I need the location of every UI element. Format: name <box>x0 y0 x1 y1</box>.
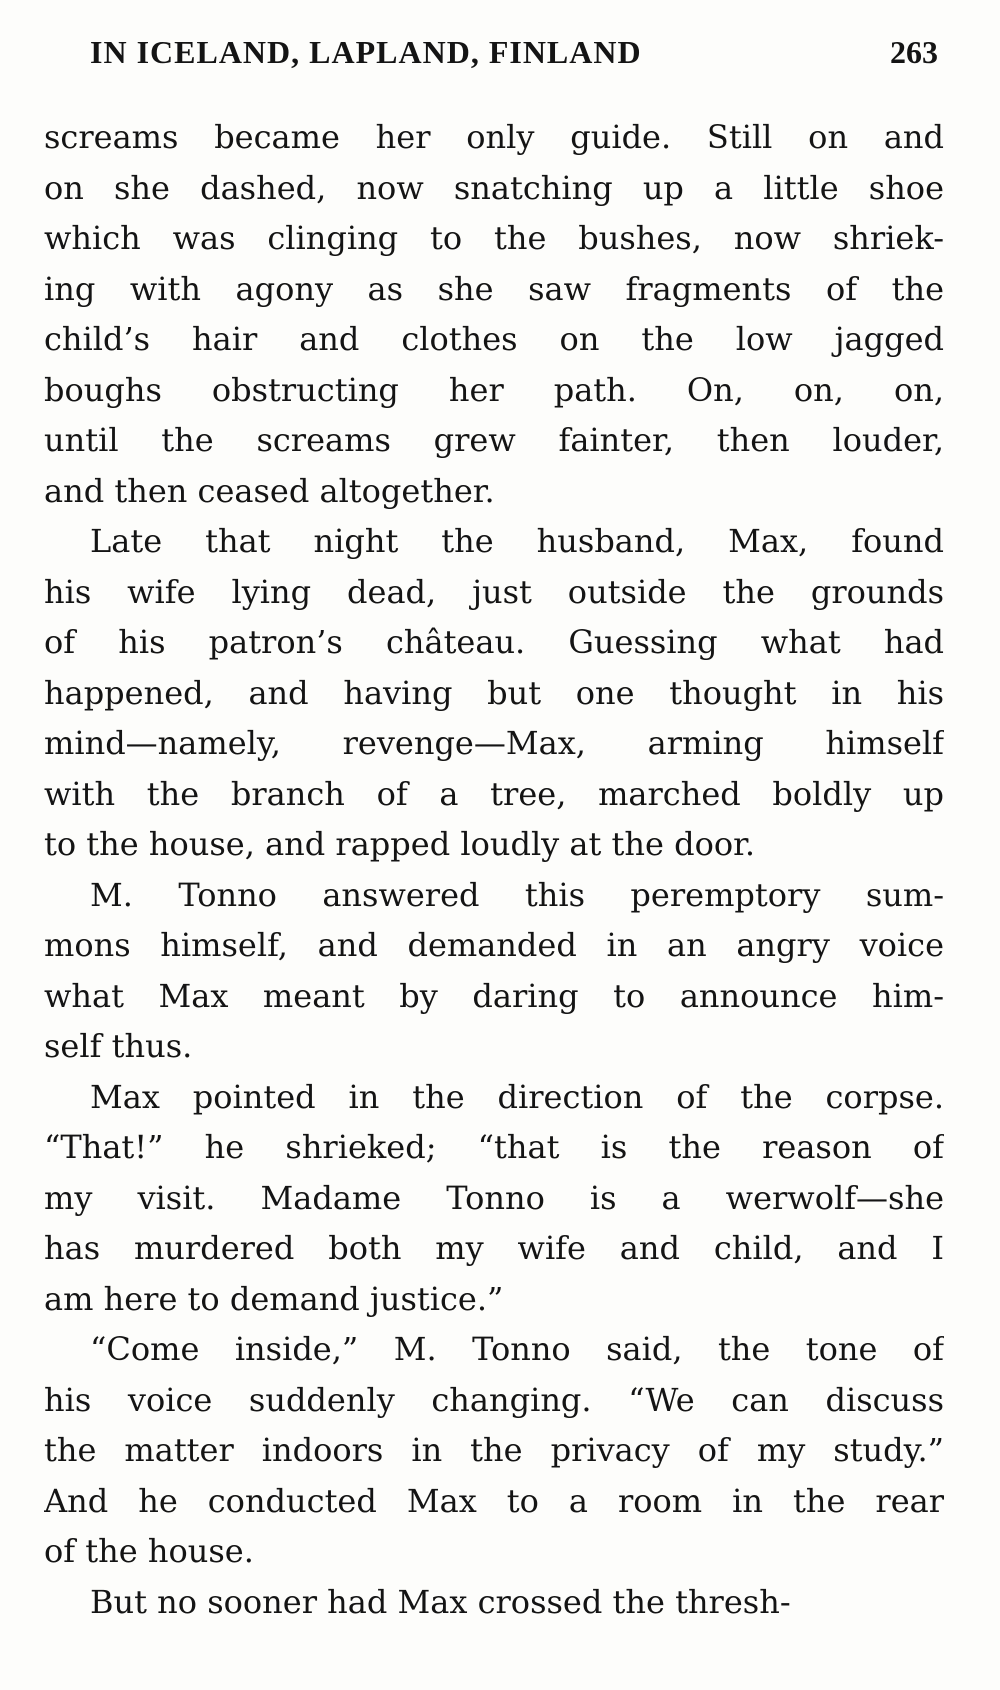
text-line: with the branch of a tree, marched boldly up <box>44 774 944 813</box>
body-text <box>44 112 944 1627</box>
paragraph-first-line: Max pointed in the direction of the corpse. <box>90 1077 944 1116</box>
text-line: and then ceased altogether. <box>44 471 495 510</box>
text-line: screams became her only guide. Still on and <box>44 118 944 156</box>
text-line: which was clinging to the bushes, now shriek- <box>44 219 944 257</box>
text-line: has murdered both my wife and child, and I <box>44 1229 944 1267</box>
text-line: am here to demand justice.” <box>44 1279 504 1318</box>
running-head-title: IN ICELAND, LAPLAND, FINLAND <box>90 34 642 70</box>
text-line: self thus. <box>44 1027 193 1065</box>
text-line: of the house. <box>44 1532 254 1570</box>
paragraph-first-line: M. Tonno answered this peremptory sum- <box>90 875 944 914</box>
text-line: ing with agony as she saw fragments of the <box>44 269 944 308</box>
running-head <box>90 34 938 84</box>
text-line: mind—namely, revenge—Max, arming himself <box>44 724 944 762</box>
text-line: my visit. Madame Tonno is a werwolf—she <box>44 1178 944 1217</box>
text-line: until the screams grew fainter, then louder, <box>44 421 944 459</box>
text-line: “That!” he shrieked; “that is the reason of <box>44 1128 944 1166</box>
page-number: 263 <box>890 34 938 70</box>
text-line: mons himself, and demanded in an angry voice <box>44 926 944 964</box>
text-line: the matter indoors in the privacy of my study.” <box>44 1431 944 1469</box>
text-line: boughs obstructing her path. On, on, on, <box>44 370 944 409</box>
text-line: child’s hair and clothes on the low jagged <box>44 320 944 358</box>
text-line: to the house, and rapped loudly at the door. <box>44 825 756 863</box>
text-line: of his patron’s château. Guessing what had <box>44 623 944 661</box>
text-line: on she dashed, now snatching up a little shoe <box>44 168 944 207</box>
text-line: happened, and having but one thought in his <box>44 673 944 712</box>
text-line: his wife lying dead, just outside the grounds <box>44 572 944 611</box>
text-line: his voice suddenly changing. “We can discuss <box>44 1380 944 1419</box>
paragraph-first-line: Late that night the husband, Max, found <box>90 522 944 560</box>
text-line: what Max meant by daring to announce him- <box>44 976 944 1015</box>
text-line: And he conducted Max to a room in the rear <box>44 1481 944 1520</box>
paragraph-first-line: “Come inside,” M. Tonno said, the tone of <box>90 1330 944 1368</box>
paragraph-first-line: But no sooner had Max crossed the thresh- <box>90 1582 791 1621</box>
